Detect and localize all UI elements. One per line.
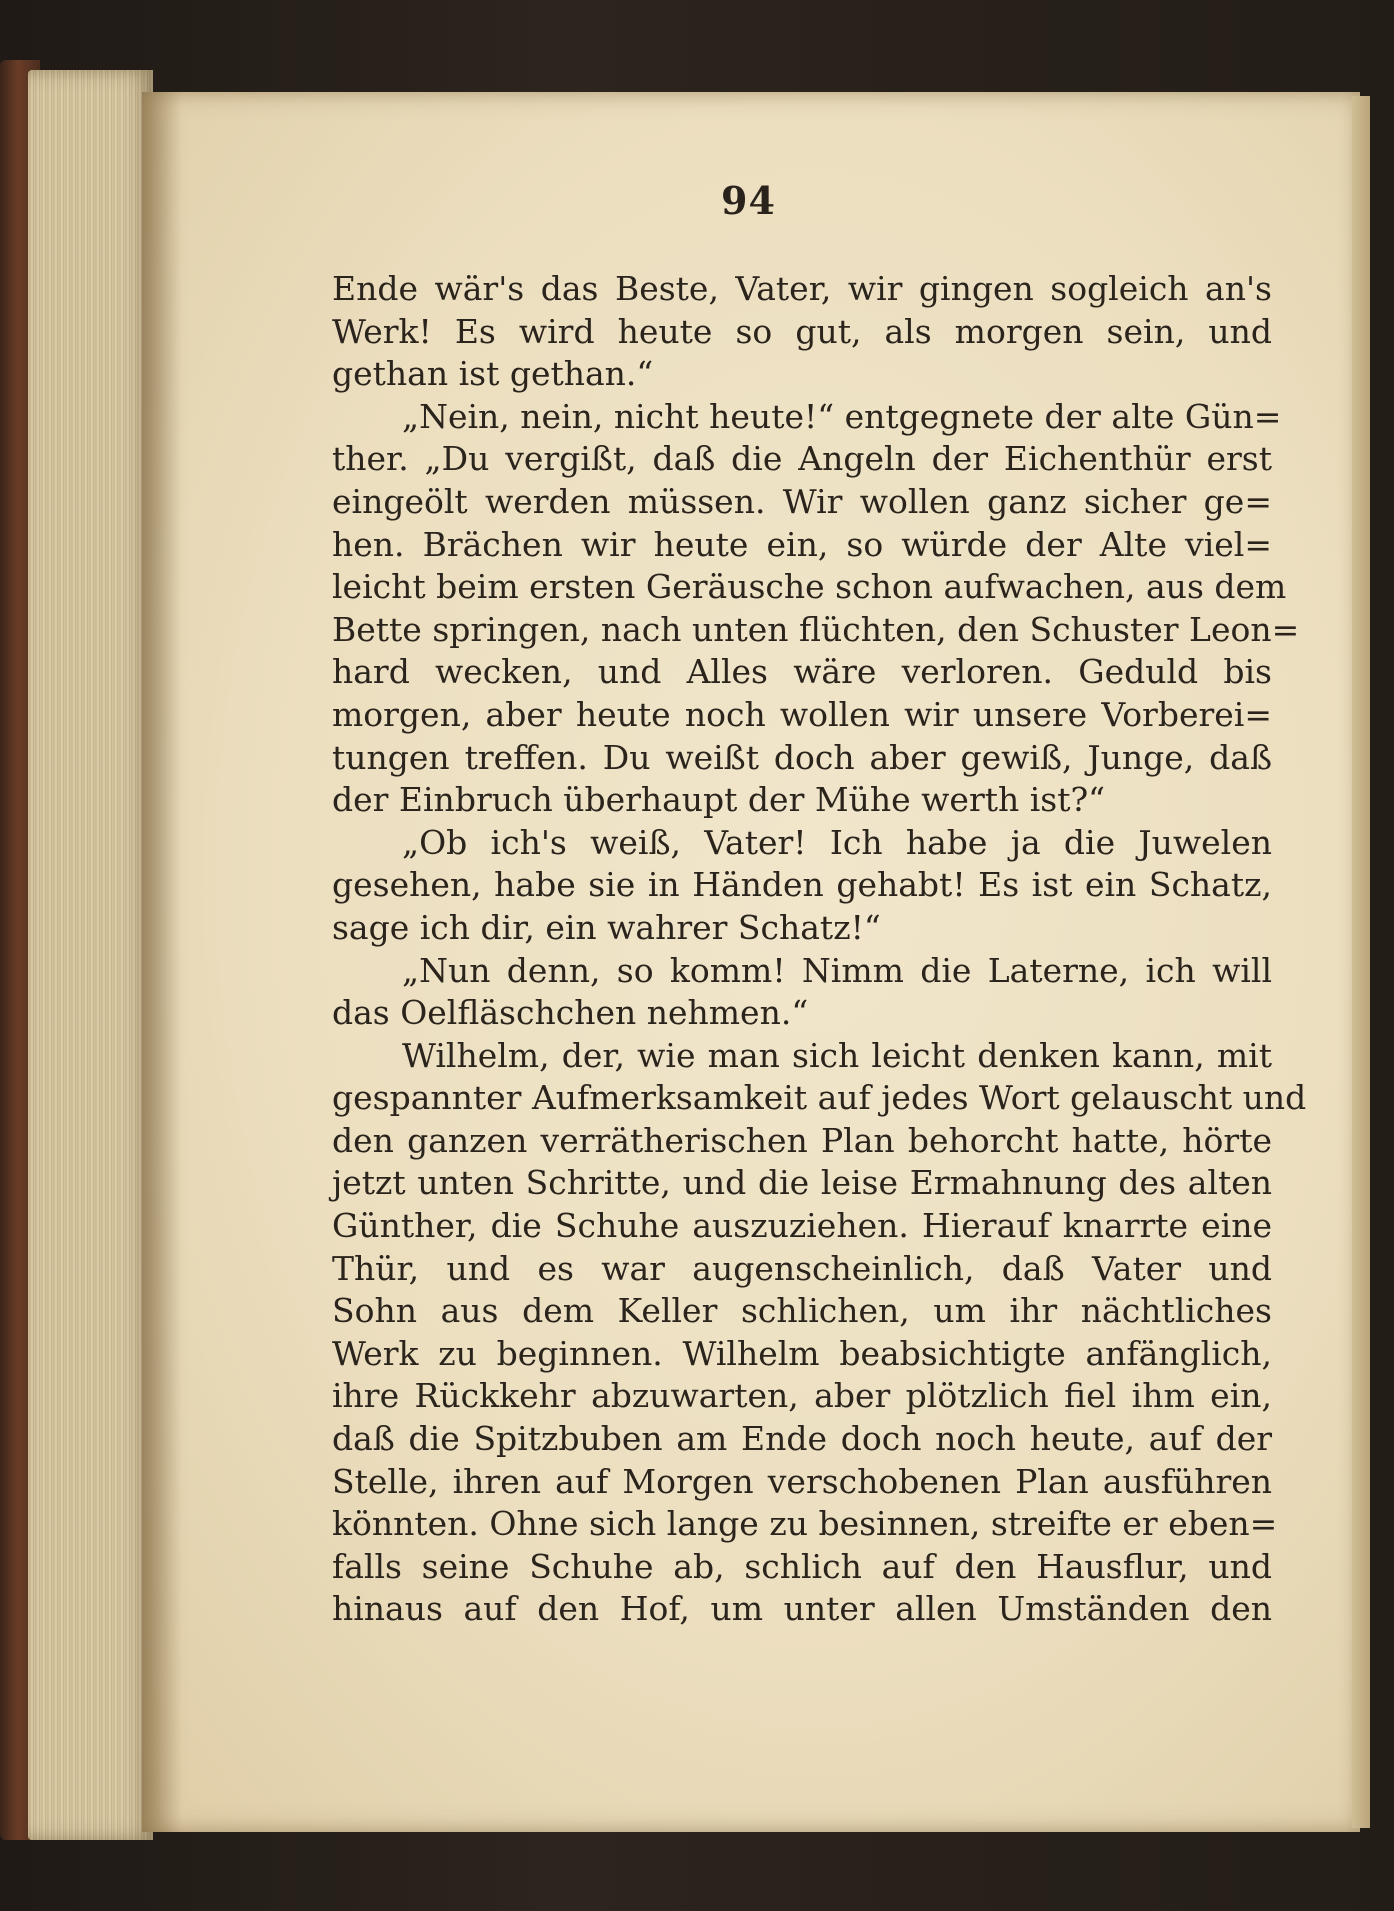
- text-line: tungen treffen. Du weißt doch aber gewiß, Junge, daß: [332, 737, 1272, 777]
- text-line: Bette springen, nach unten flüchten, den Schuster Leon=: [332, 609, 1300, 649]
- text-line: könnten. Ohne sich lange zu besinnen, streifte er eben=: [332, 1504, 1278, 1544]
- text-line: „Nun denn, so komm! Nimm die Laterne, ich will: [402, 950, 1272, 990]
- text-line: Sohn aus dem Keller schlichen, um ihr nächtliches: [332, 1291, 1272, 1331]
- text-line: den ganzen verrätherischen Plan behorcht hatte, hörte: [332, 1120, 1272, 1160]
- text-line: Thür, und es war augenscheinlich, daß Vater und: [332, 1248, 1272, 1288]
- text-line: jetzt unten Schritte, und die leise Ermahnung des alten: [332, 1163, 1272, 1203]
- text-line: hen. Brächen wir heute ein, so würde der Alte viel=: [332, 524, 1272, 564]
- text-line: daß die Spitzbuben am Ende doch noch heute, auf der: [332, 1419, 1272, 1459]
- body-text: [332, 268, 1307, 1631]
- text-line: „Nein, nein, nicht heute!“ entgegnete der alte Gün=: [402, 396, 1282, 436]
- text-line: sage ich dir, ein wahrer Schatz!“: [332, 907, 881, 947]
- text-line: leicht beim ersten Geräusche schon aufwachen, aus dem: [332, 567, 1287, 607]
- text-line: der Einbruch überhaupt der Mühe werth ist?“: [332, 780, 1106, 820]
- text-line: Wilhelm, der, wie man sich leicht denken kann, mit: [402, 1035, 1272, 1075]
- spine-shadow: [142, 92, 182, 1832]
- page-right-edge: [1352, 96, 1370, 1828]
- text-line: gespannter Aufmerksamkeit auf jedes Wort gelauscht und: [332, 1078, 1307, 1118]
- text-line: gethan ist gethan.“: [332, 354, 654, 394]
- text-line: ther. „Du vergißt, daß die Angeln der Eichenthür erst: [332, 439, 1272, 479]
- text-line: Stelle, ihren auf Morgen verschobenen Plan ausführen: [332, 1461, 1272, 1501]
- text-line: das Oelfläschchen nehmen.“: [332, 993, 809, 1033]
- page-number: 94: [721, 178, 776, 223]
- text-line: Werk! Es wird heute so gut, als morgen sein, und: [332, 311, 1272, 351]
- text-line: gesehen, habe sie in Händen gehabt! Es ist ein Schatz,: [332, 865, 1272, 905]
- text-line: morgen, aber heute noch wollen wir unsere Vorberei=: [332, 694, 1272, 734]
- text-line: eingeölt werden müssen. Wir wollen ganz sicher ge=: [332, 481, 1272, 521]
- text-line: ihre Rückkehr abzuwarten, aber plötzlich fiel ihm ein,: [332, 1376, 1272, 1416]
- text-line: hinaus auf den Hof, um unter allen Umständen den: [332, 1589, 1272, 1629]
- text-line: Günther, die Schuhe auszuziehen. Hierauf knarrte eine: [332, 1206, 1272, 1246]
- text-line: Werk zu beginnen. Wilhelm beabsichtigte anfänglich,: [332, 1333, 1272, 1373]
- text-line: „Ob ich's weiß, Vater! Ich habe ja die Juwelen: [402, 822, 1272, 862]
- text-line: hard wecken, und Alles wäre verloren. Geduld bis: [332, 652, 1272, 692]
- text-line: falls seine Schuhe ab, schlich auf den Hausflur, und: [332, 1546, 1272, 1586]
- text-line: Ende wär's das Beste, Vater, wir gingen sogleich an's: [332, 269, 1272, 308]
- page-stack-edges: [28, 70, 153, 1840]
